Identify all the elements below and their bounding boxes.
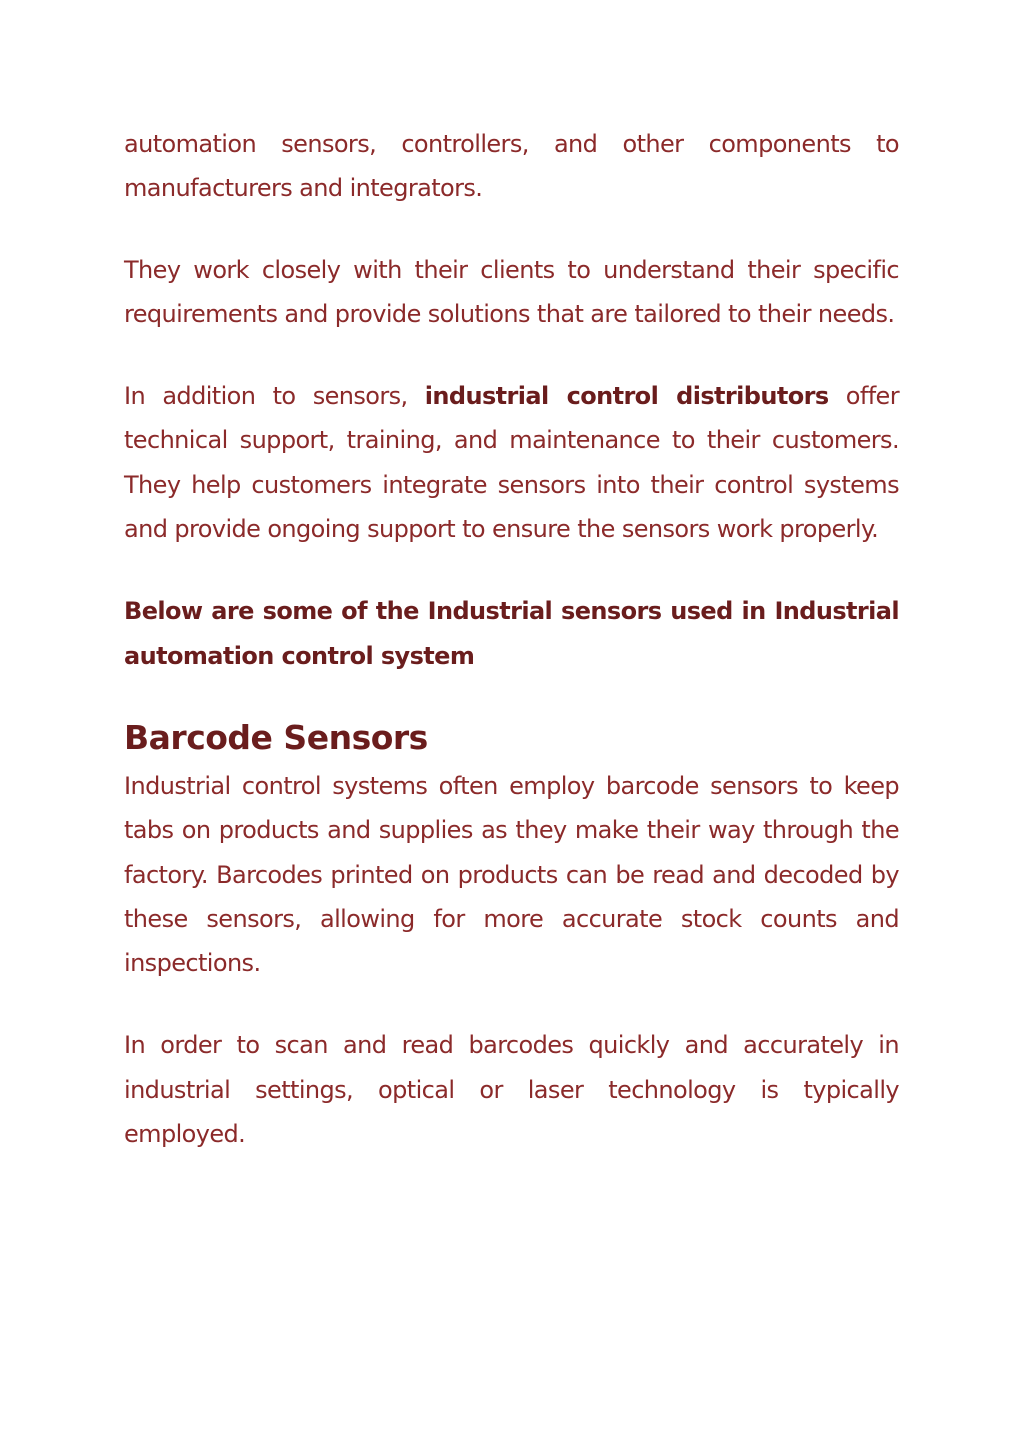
paragraph-barcode-description: Industrial control systems often employ barcode sensors to keep tabs on products and supplies as they make their way through the factory. Barcodes printed on products can be read and decoded by these sensors, allowing for more accurate stock counts and inspections. [124, 771, 899, 978]
sensors-list-intro: Below are some of the Industrial sensors used in Industrial automation control system [124, 597, 899, 670]
paragraph-text-after: offer technical support, training, and maintenance to their customers. They help customers integrate sensors into their control systems and provide ongoing support to ensure the sensors work properly. [124, 382, 899, 544]
paragraph-technical-support [124, 374, 899, 551]
document-page [124, 122, 899, 1200]
paragraph-barcode-technology: In order to scan and read barcodes quickly and accurately in industrial settings, optical or laser technology is typically employed. [124, 1031, 899, 1149]
paragraph-text-before: In addition to sensors, [124, 382, 425, 411]
section-heading-barcode-sensors: Barcode Sensors [124, 717, 428, 757]
paragraph-intro-continuation: automation sensors, controllers, and other components to manufacturers and integrators. [124, 130, 899, 203]
paragraph-client-requirements: They work closely with their clients to understand their specific requirements and provide solutions that are tailored to their needs. [124, 255, 899, 328]
industrial-control-distributors-link[interactable]: industrial control distributors [424, 382, 829, 411]
